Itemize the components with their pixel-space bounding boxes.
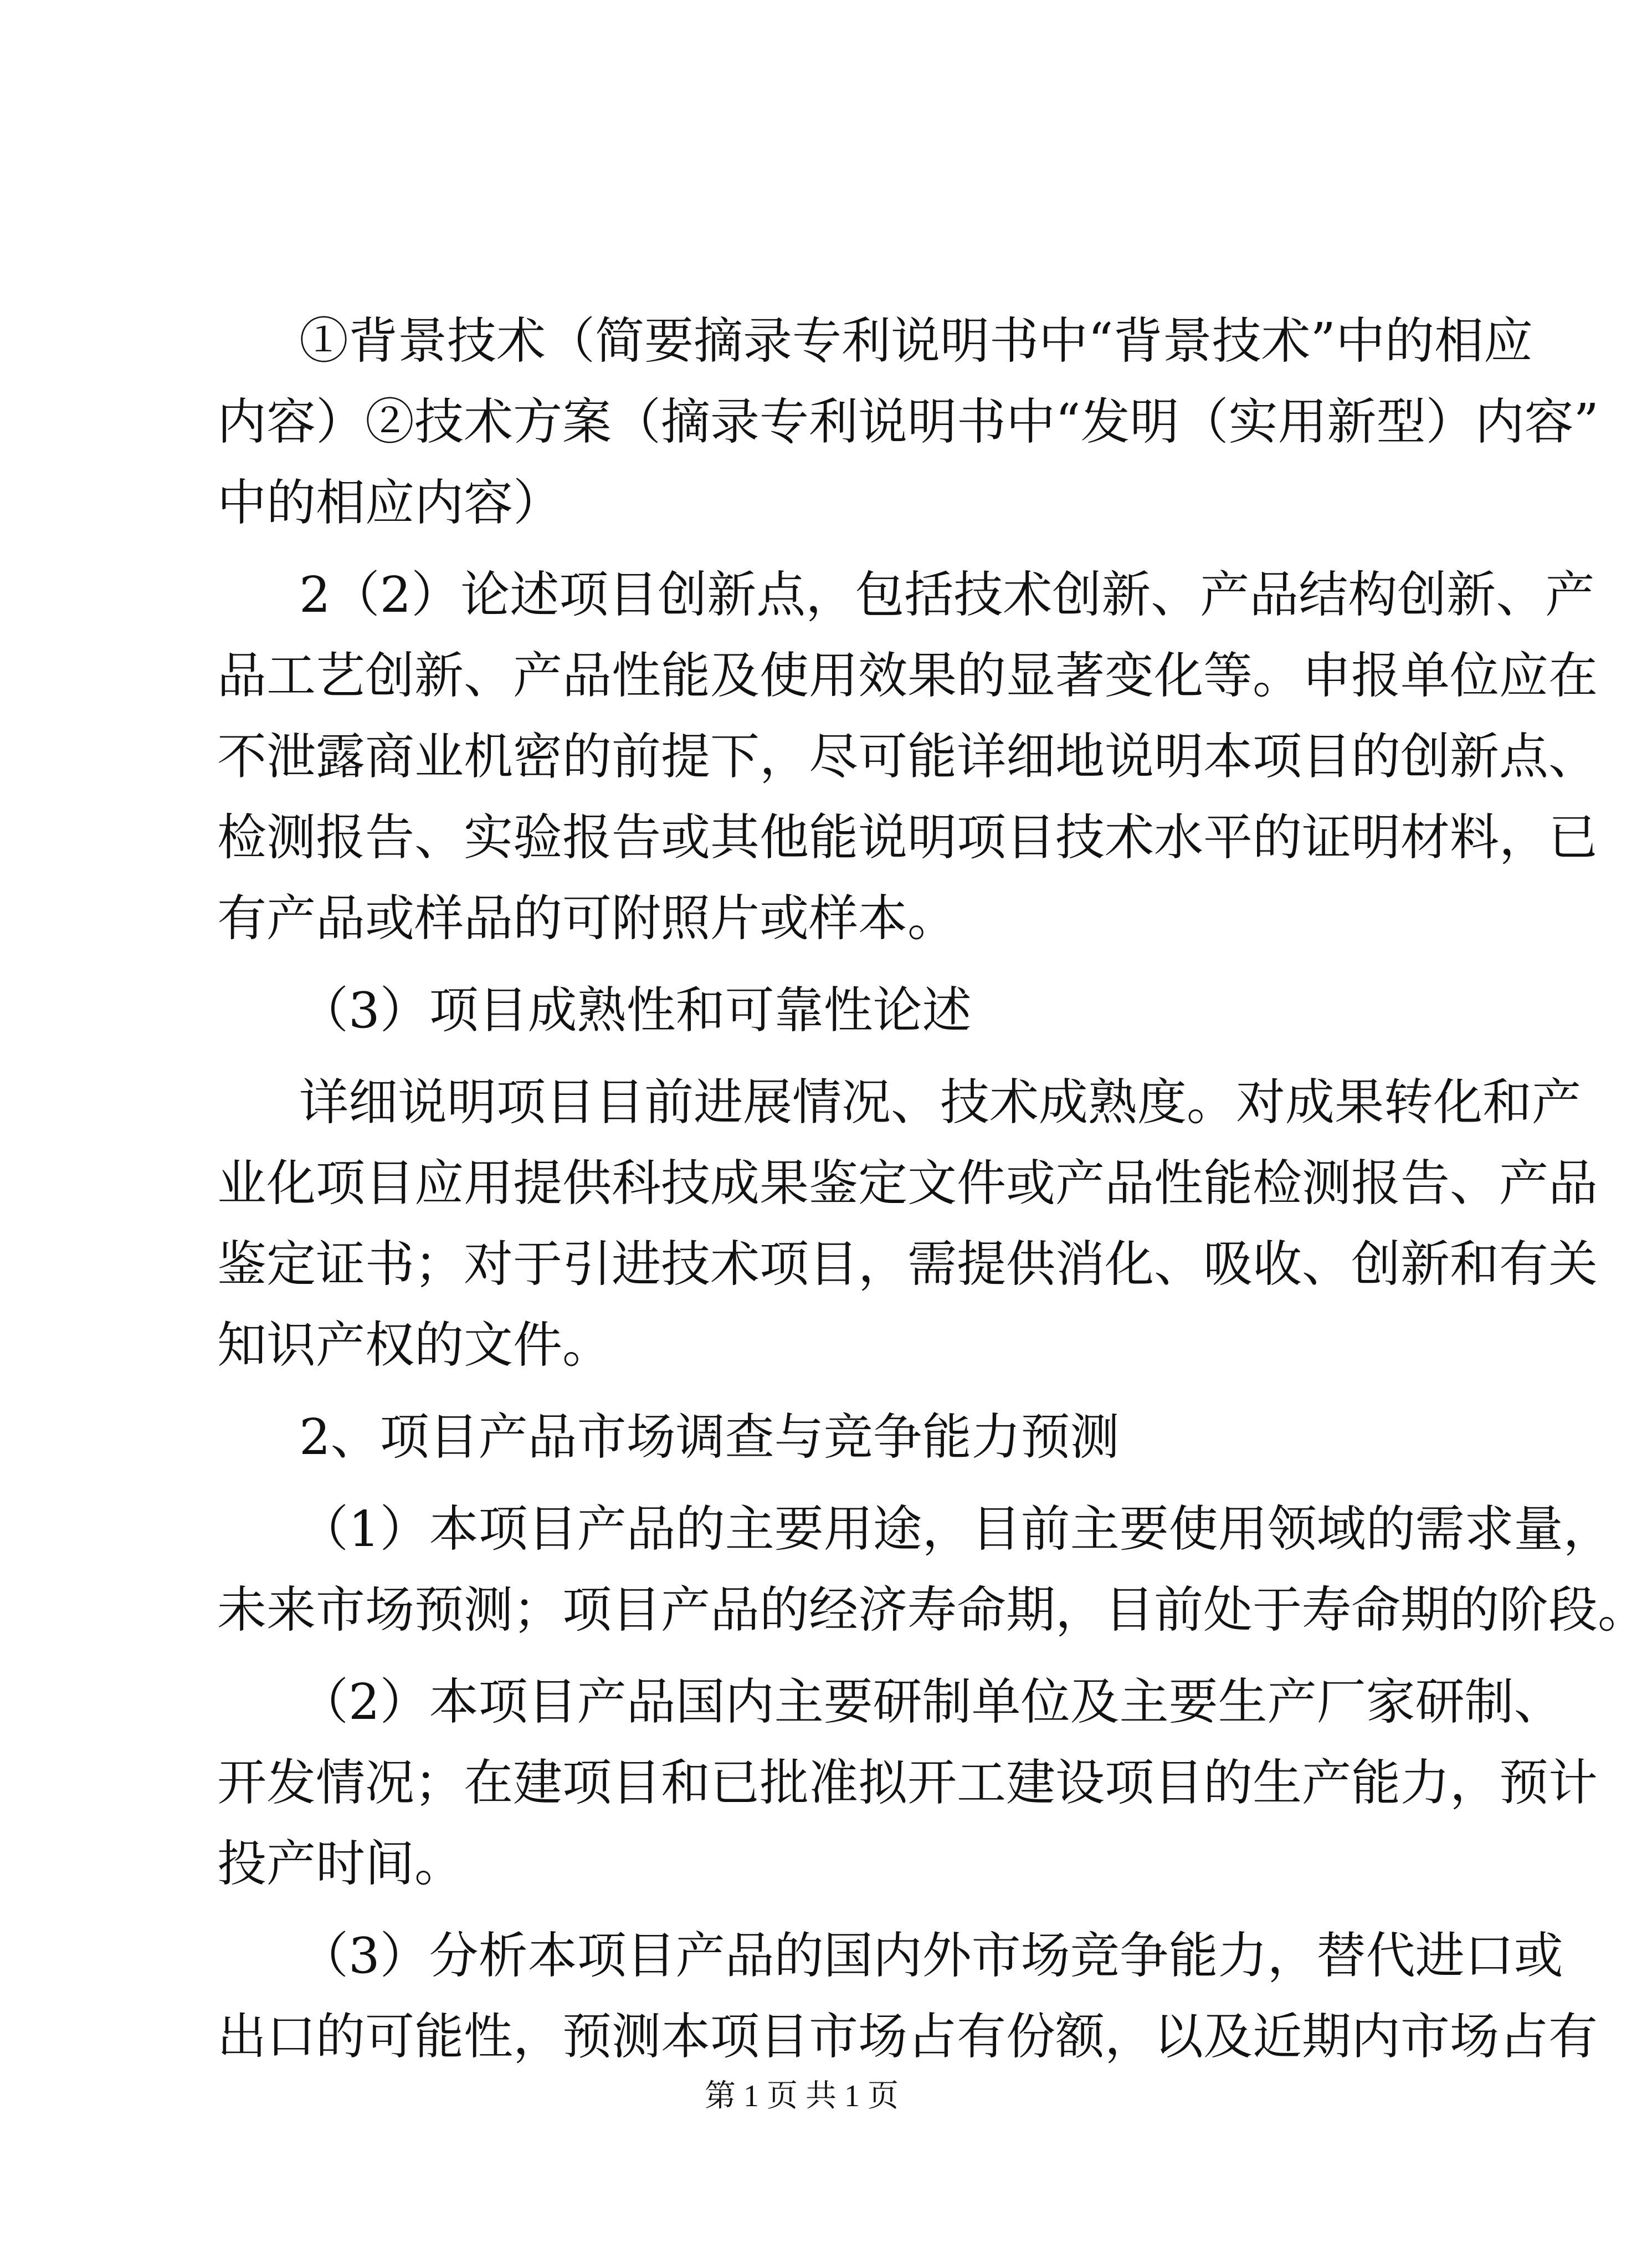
paragraph-line: 鉴定证书；对于引进技术项目，需提供消化、吸收、创新和有关 — [217, 1235, 1598, 1293]
page-number-footer: 第 1 页 共 1 页 — [705, 2079, 899, 2113]
paragraph-line: 出口的可能性，预测本项目市场占有份额，以及近期内市场占有 — [217, 2008, 1598, 2065]
paragraph-line: ①背景技术（简要摘录专利说明书中“背景技术”中的相应 — [299, 312, 1533, 370]
paragraph-line: 投产时间。 — [217, 1835, 464, 1892]
paragraph-line: 检测报告、实验报告或其他能说明项目技术水平的证明材料，已 — [217, 808, 1598, 866]
section-heading: （3）项目成熟性和可靠性论述 — [299, 981, 972, 1039]
paragraph-line: 知识产权的文件。 — [217, 1316, 612, 1374]
paragraph-line: 不泄露商业机密的前提下，尽可能详细地说明本项目的创新点、 — [217, 728, 1598, 785]
paragraph-line: 未来市场预测；项目产品的经济寿命期，目前处于寿命期的阶段。 — [217, 1581, 1647, 1639]
paragraph-line: 2（2）论述项目创新点，包括技术创新、产品结构创新、产 — [299, 566, 1595, 623]
paragraph-line: 中的相应内容） — [217, 474, 562, 531]
section-heading: 2、项目产品市场调查与竞争能力预测 — [299, 1408, 1120, 1466]
paragraph-line: 品工艺创新、产品性能及使用效果的显著变化等。申报单位应在 — [217, 647, 1598, 704]
paragraph-line: 开发情况；在建项目和已批准拟开工建设项目的生产能力，预计 — [217, 1754, 1598, 1811]
paragraph-line: 详细说明项目目前进展情况、技术成熟度。对成果转化和产 — [299, 1073, 1581, 1131]
paragraph-line: （2）本项目产品国内主要研制单位及主要生产厂家研制、 — [299, 1673, 1563, 1731]
paragraph-line: （1）本项目产品的主要用途，目前主要使用领域的需求量， — [299, 1500, 1613, 1558]
paragraph-line: （3）分析本项目产品的国内外市场竞争能力，替代进口或 — [299, 1927, 1563, 1984]
paragraph-line: 有产品或样品的可附照片或样本。 — [217, 889, 957, 947]
paragraph-line: 内容）②技术方案（摘录专利说明书中“发明（实用新型）内容” — [217, 393, 1599, 450]
paragraph-line: 业化项目应用提供科技成果鉴定文件或产品性能检测报告、产品 — [217, 1154, 1598, 1212]
